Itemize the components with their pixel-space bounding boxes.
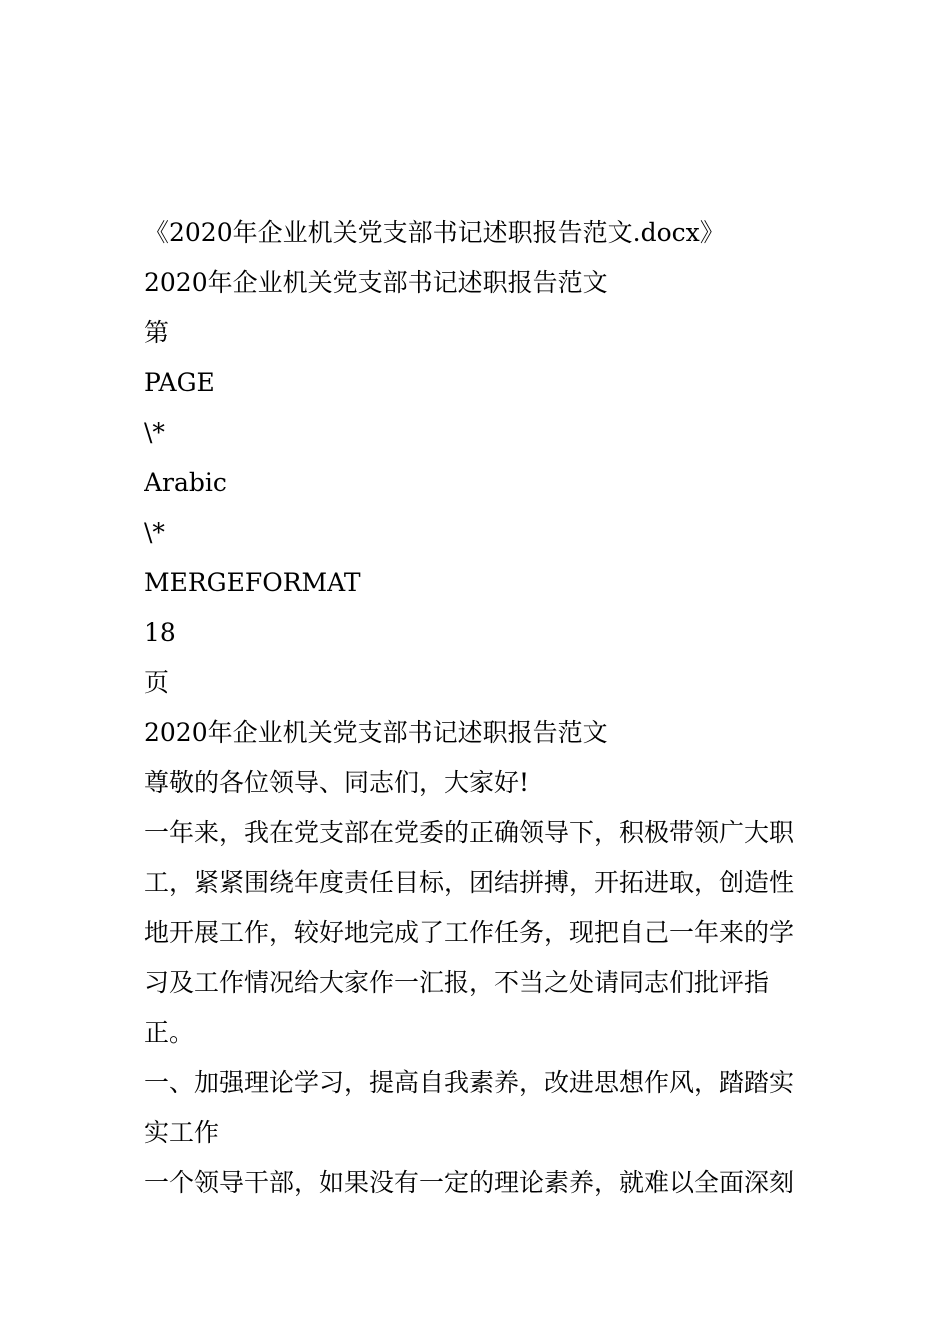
page-count-line: 18: [144, 618, 176, 647]
paragraph-line: 工，紧紧围绕年度责任目标，团结拼搏，开拓进取，创造性: [144, 868, 795, 897]
page-field-line: Arabic: [144, 468, 227, 497]
page-field-line: 页: [144, 668, 170, 697]
section-heading-line: 一、加强理论学习，提高自我素养，改进思想作风，踏踏实: [144, 1068, 795, 1097]
paragraph-line: 一个领导干部，如果没有一定的理论素养，就难以全面深刻: [144, 1168, 795, 1197]
file-title-line: 《2020年企业机关党支部书记述职报告范文.docx》: [144, 218, 725, 247]
paragraph-line: 一年来，我在党支部在党委的正确领导下，积极带领广大职: [144, 818, 795, 847]
document-body: [144, 208, 810, 1208]
page-field-line: \*: [144, 418, 165, 447]
section-heading-line: 实工作: [144, 1118, 220, 1147]
document-title-line: 2020年企业机关党支部书记述职报告范文: [144, 268, 608, 297]
greeting-line: 尊敬的各位领导、同志们，大家好!: [144, 768, 530, 797]
page-field-line: MERGEFORMAT: [144, 568, 361, 597]
heading-line: 2020年企业机关党支部书记述职报告范文: [144, 718, 608, 747]
page-field-line: 第: [144, 318, 170, 347]
page-field-line: \*: [144, 518, 165, 547]
paragraph-line: 正。: [144, 1018, 195, 1047]
page-field-line: PAGE: [144, 368, 215, 397]
paragraph-line: 地开展工作，较好地完成了工作任务，现把自己一年来的学: [144, 918, 795, 947]
paragraph-line: 习及工作情况给大家作一汇报，不当之处请同志们批评指: [144, 968, 770, 997]
